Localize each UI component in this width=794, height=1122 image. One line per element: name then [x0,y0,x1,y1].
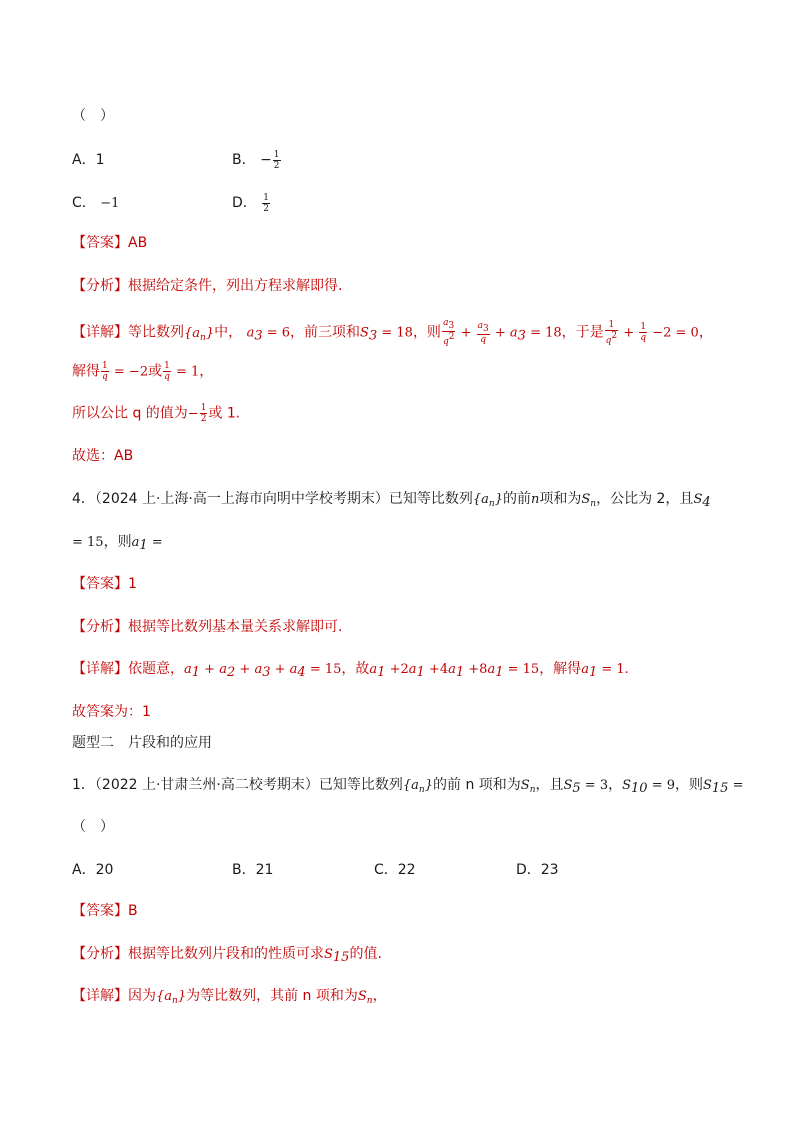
choose-text: 故选：AB [72,448,134,464]
question-3-paren: （ ） [72,108,114,124]
detail-text: 【详解】因为$\{a_n\}$为等比数列，其前 n 项和为$S_n$， [72,988,387,1006]
option-b: B．21 [232,862,274,878]
analysis-text: 【分析】根据给定条件，列出方程求解即得. [72,278,343,294]
answer-label: 【答案】AB [72,235,148,251]
option-a: A．20 [72,862,114,878]
question-4-stem: 4．（2024 上·上海·高一上海市向明中学校考期末）已知等比数列$\{a_n\}$的前n项和为$S_n$，公比为 2，且$S_4$ [72,491,711,510]
option-a: A．1 [72,152,105,168]
problem-1-paren: （ ） [72,819,114,835]
option-c: C．22 [374,862,416,878]
problem-1-stem: 1．（2022 上·甘肃兰州·高二校考期末）已知等比数列$\{a_n\}$的前 n 项和为$S_n$，且$S_5 = 3$，$S_{10} = 9$，则$S_{15}$ = [72,777,744,796]
option-b: B． − $\frac{1}{2}$ [232,149,280,171]
option-c: C． −1 [72,195,120,211]
analysis-text: 【分析】根据等比数列基本量关系求解即可. [72,619,343,635]
section-title: 题型二 片段和的应用 [72,735,212,751]
option-d: D． $\frac{1}{2}$ [232,192,269,214]
ratio-text: 所以公比 q 的值为− $\frac{1}{2}$ 或 1. [72,403,241,424]
answer-label: 【答案】B [72,903,138,919]
analysis-text: 【分析】根据等比数列片段和的性质可求$S_{15}$的值. [72,946,382,965]
answer-label: 【答案】1 [72,576,137,592]
detail-text: 【详解】依题意，$a_1 + a_2 + a_3 + a_4 = 15$，故$a_1 +2a_1 +4a_1 +8a_1 = 15$，解得$a_1 = 1$. [72,661,629,680]
question-4-stem-line2: = 15，则$a_1$ = [72,534,163,553]
final-answer: 故答案为：1 [72,704,151,720]
solve-text: 解得 $\frac{1}{q}$ = −2或 $\frac{1}{q}$ = 1， [72,361,214,382]
option-d: D．23 [516,862,559,878]
detail-text: 【详解】等比数列$\{a_n\}$中， $a_3 = 6$，前三项和$S_3 = 18$，则 $\frac{a_3}{q^2}$ + $\frac{a_3}{q}$ + $a_3 = 18$，于是 $\frac{1}{q^2}$ + $\frac{1}{q}$ −2 = 0， [72,318,713,347]
